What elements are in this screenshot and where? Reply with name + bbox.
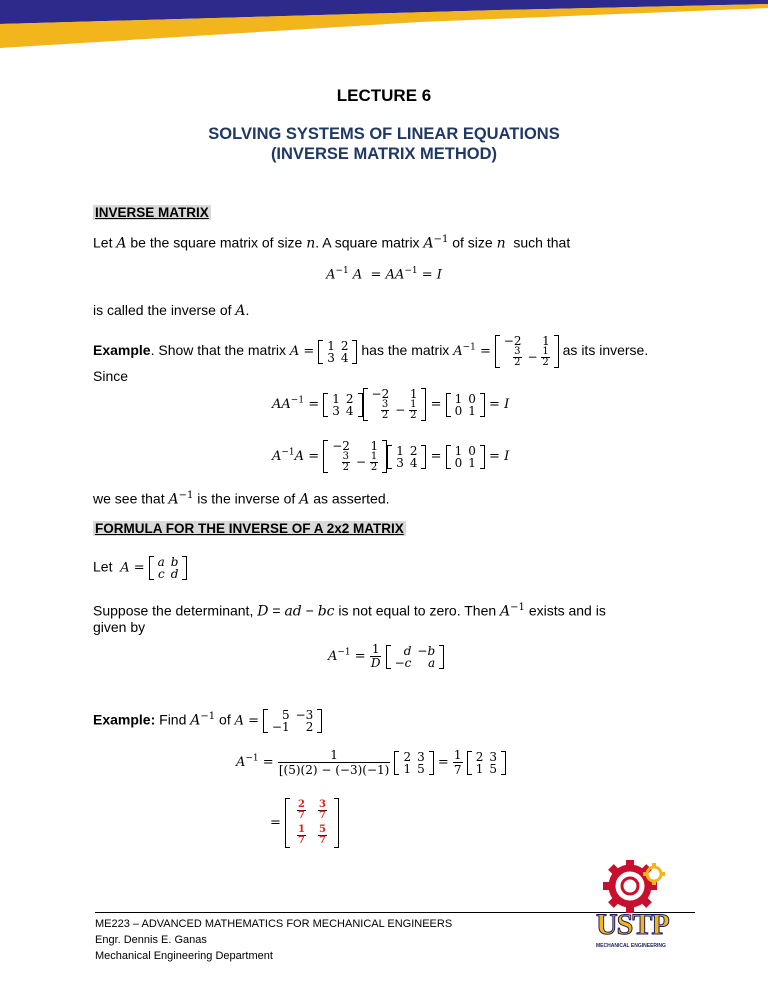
definition-paragraph: Let A be the square matrix of size n. A square matrix $A^{-1}$ of size n such that — [93, 234, 571, 252]
since-label: Since — [93, 368, 129, 384]
product-equation-1: $AA^{-1}$ = 1 2 3 4 −2 1 $\frac{3}{2}$ − $\frac{1}{2}$ = 1 0 0 1 = I — [272, 387, 510, 421]
conclusion-text: we see that $A^{-1}$ is the inverse of A as asserted. — [93, 490, 390, 508]
header-banner — [0, 0, 768, 50]
example2-result: = $\frac{2}{7}$ $\frac{3}{7}$ $\frac{1}{7}$ $\frac{5}{7}$ — [270, 798, 339, 848]
section-heading-2x2-formula: FORMULA FOR THE INVERSE OF A 2x2 MATRIX — [95, 521, 404, 536]
logo-subtitle: MECHANICAL ENGINEERING — [596, 943, 666, 949]
determinant-paragraph: Suppose the determinant, D = ad − bc is not equal to zero. Then $A^{-1}$ exists and is — [93, 602, 606, 620]
example2-computation: $A^{-1}$ = $\frac{1}{[(5)(2) - (-3)(-1)}$ 2 3 1 5 = $\frac{1}{7}$ 2 3 1 5 — [236, 748, 506, 777]
example1-statement: Example. Show that the matrix A = 1 2 3 4 has the matrix $A^{-1}$ = −2 1 $\frac{3}{2}$ − $\frac{1}{2}$ as its inverse. — [93, 334, 649, 368]
example2-statement: Example: Find $A^{-1}$ of A = 5 −3 −1 2 — [93, 709, 322, 733]
inverse-formula: $A^{-1}$ = $\frac{1}{D}$ d −b −c a — [328, 643, 444, 670]
page-title-line2: (INVERSE MATRIX METHOD) — [270, 145, 498, 163]
lecture-heading: LECTURE 6 — [336, 86, 432, 105]
logo-wordmark: USTP — [596, 908, 669, 941]
ustp-logo — [588, 860, 693, 960]
footer-instructor: Engr. Dennis E. Ganas — [95, 934, 207, 946]
section-heading-inverse-matrix: INVERSE MATRIX — [95, 205, 209, 220]
inverse-identity-equation: $A^{-1}$ $A = AA^{-1} = I$ — [326, 266, 442, 283]
product-equation-2: $A^{-1}A$ = −2 1 $\frac{3}{2}$ − $\frac{1}{2}$ 1 2 3 4 = 1 0 0 1 = I — [272, 439, 510, 473]
footer-department: Mechanical Engineering Department — [95, 950, 273, 962]
let-matrix-line: Let A = a b c d — [93, 556, 187, 580]
given-by-text: given by — [93, 619, 146, 635]
footer-course: ME223 – ADVANCED MATHEMATICS FOR MECHANICAL ENGINEERS — [95, 918, 453, 930]
inverse-definition-text: is called the inverse of A. — [93, 302, 250, 319]
page-title-line1: SOLVING SYSTEMS OF LINEAR EQUATIONS — [208, 125, 560, 143]
